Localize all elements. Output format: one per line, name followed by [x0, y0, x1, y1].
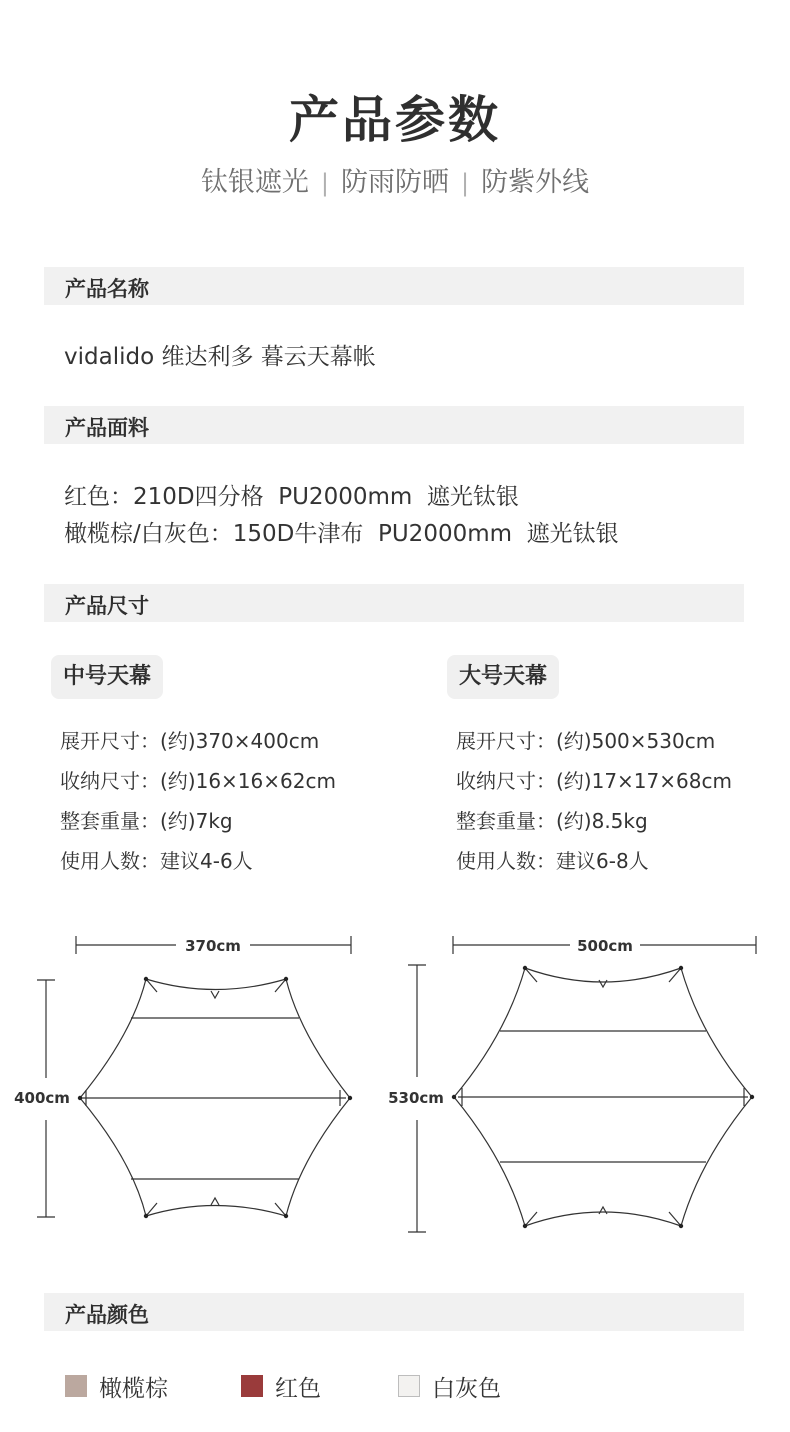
feature-tagline	[0, 160, 790, 199]
color-swatch-olive-brown	[65, 1375, 87, 1397]
section-heading-fabric: 产品面料	[65, 416, 149, 440]
feature-1: 钛银遮光	[200, 167, 309, 198]
large-width-label: 500cm	[577, 937, 633, 955]
tarp-size-diagrams	[0, 920, 790, 1260]
product-name: vidalido 维达利多 暮云天幕帐	[64, 344, 376, 370]
page-title: 产品参数	[289, 91, 501, 149]
color-label-olive-brown: 橄榄棕	[99, 1375, 168, 1402]
color-option-white-gray	[398, 1372, 501, 1400]
section-heading-name: 产品名称	[65, 277, 149, 301]
large-size-label: 大号天幕	[447, 655, 559, 699]
medium-spec-packed: 收纳尺寸：(约)16×16×62cm	[60, 769, 336, 793]
medium-size-label: 中号天幕	[51, 655, 163, 699]
fabric-line-red: 红色：210D四分格 PU2000mm 遮光钛银	[64, 484, 519, 510]
medium-width-label: 370cm	[185, 937, 241, 955]
medium-spec-unfolded: 展开尺寸：(约)370×400cm	[60, 729, 320, 753]
large-spec-capacity: 使用人数：建议6-8人	[456, 849, 649, 873]
fabric-line-olive-white: 橄榄棕/白灰色：150D牛津布 PU2000mm 遮光钛银	[64, 521, 619, 547]
section-bar-fabric	[44, 406, 744, 444]
separator-2: |	[461, 169, 470, 197]
color-option-olive-brown	[65, 1372, 168, 1400]
section-bar-color	[44, 1293, 744, 1331]
medium-spec-capacity: 使用人数：建议4-6人	[60, 849, 253, 873]
large-spec-weight: 整套重量：(约)8.5kg	[456, 809, 648, 833]
large-spec-unfolded: 展开尺寸：(约)500×530cm	[456, 729, 716, 753]
color-swatch-red	[241, 1375, 263, 1397]
large-tarp-diagram	[408, 936, 756, 1232]
medium-tarp-diagram	[37, 936, 351, 1217]
feature-3: 防紫外线	[481, 167, 590, 198]
section-heading-color: 产品颜色	[65, 1303, 149, 1327]
color-option-red	[241, 1372, 321, 1400]
separator-1: |	[320, 169, 329, 197]
section-heading-size: 产品尺寸	[65, 594, 149, 618]
color-label-red: 红色	[275, 1375, 321, 1402]
medium-height-label: 400cm	[14, 1089, 70, 1107]
section-bar-size	[44, 584, 744, 622]
section-bar-name	[44, 267, 744, 305]
color-swatch-white-gray	[398, 1375, 420, 1397]
feature-2: 防雨防晒	[341, 167, 449, 198]
large-height-label: 530cm	[388, 1089, 444, 1107]
large-spec-packed: 收纳尺寸：(约)17×17×68cm	[456, 769, 732, 793]
medium-spec-weight: 整套重量：(约)7kg	[60, 809, 233, 833]
color-label-white-gray: 白灰色	[432, 1375, 501, 1402]
